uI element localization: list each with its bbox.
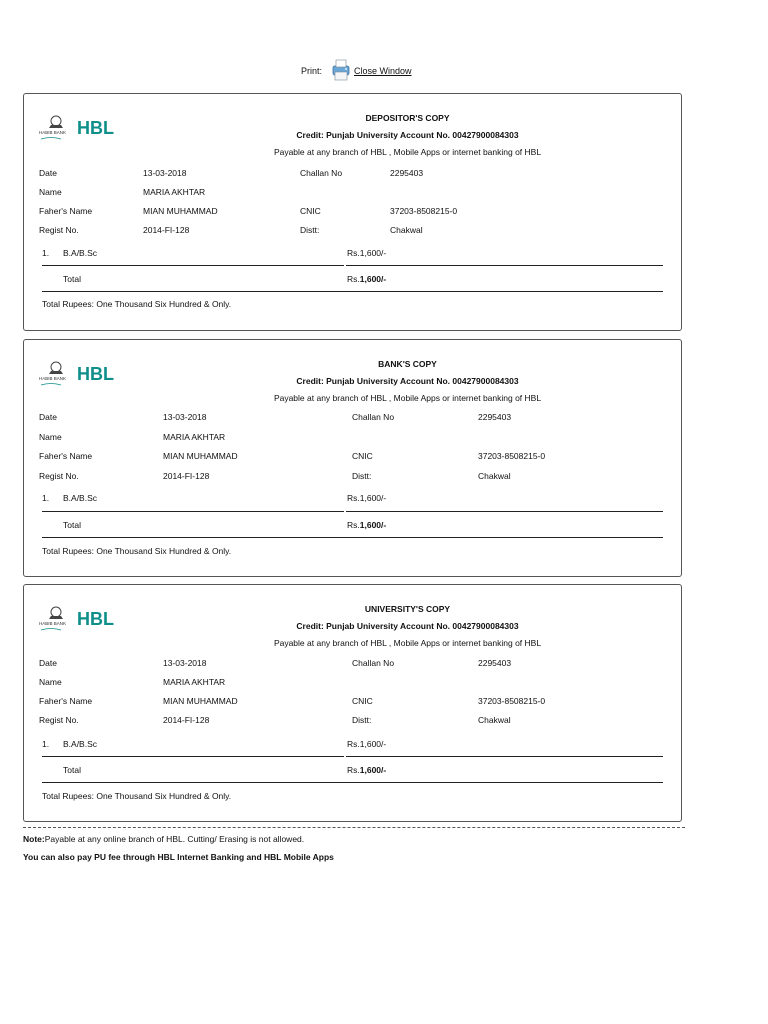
name-label: Name (39, 187, 62, 197)
print-label: Print: (301, 66, 323, 76)
distt-label: Distt: (352, 471, 372, 481)
total-amount: Rs.1,600/- (347, 765, 387, 775)
university-copy-slip (23, 584, 682, 822)
distt-label: Distt: (300, 225, 320, 235)
date-label: Date (39, 412, 57, 422)
distt-value: Chakwal (390, 225, 423, 235)
distt-value: Chakwal (478, 471, 511, 481)
name-value: MARIA AKHTAR (163, 432, 226, 442)
challan-label: Challan No (300, 168, 343, 178)
divider-line (346, 756, 663, 757)
regist-value: 2014-FI-128 (163, 471, 210, 481)
payable-note: Payable at any branch of HBL , Mobile Apps or internet banking of HBL (273, 638, 542, 648)
challan-value: 2295403 (390, 168, 424, 178)
cnic-value: 37203-8508215-0 (390, 206, 458, 216)
footer-text: You can also pay PU fee through HBL Internet Banking and HBL Mobile Apps (23, 852, 334, 862)
father-value: MIAN MUHAMMAD (163, 451, 238, 461)
distt-value: Chakwal (478, 715, 511, 725)
cut-line (23, 827, 685, 828)
credit-account: Credit: Punjab University Account No. 00427900084303 (296, 376, 519, 386)
item-amount: Rs.1,600/- (347, 739, 387, 749)
name-value: MARIA AKHTAR (163, 677, 226, 687)
date-value: 13-03-2018 (163, 412, 207, 422)
challan-label: Challan No (352, 412, 395, 422)
father-value: MIAN MUHAMMAD (143, 206, 218, 216)
item-description: B.A/B.Sc (63, 248, 98, 258)
note-body: Payable at any online branch of HBL. Cutting/ Erasing is not allowed. (44, 834, 305, 844)
date-value: 13-03-2018 (143, 168, 187, 178)
father-value: MIAN MUHAMMAD (163, 696, 238, 706)
cnic-value: 37203-8508215-0 (478, 696, 546, 706)
name-label: Name (39, 677, 62, 687)
date-label: Date (39, 658, 57, 668)
challan-value: 2295403 (478, 412, 512, 422)
divider-line (42, 756, 344, 757)
challan-value: 2295403 (478, 658, 512, 668)
regist-value: 2014-FI-128 (143, 225, 190, 235)
svg-text:HABIB BANK: HABIB BANK (39, 376, 67, 381)
copy-title: UNIVERSITY'S COPY (364, 604, 451, 614)
print-toolbar (0, 66, 768, 86)
cnic-label: CNIC (352, 696, 373, 706)
total-label: Total (63, 765, 81, 775)
svg-text:HBL: HBL (77, 364, 114, 384)
cnic-label: CNIC (352, 451, 373, 461)
name-value: MARIA AKHTAR (143, 187, 206, 197)
depositor-copy-slip (23, 93, 682, 331)
date-label: Date (39, 168, 57, 178)
divider-line (346, 265, 663, 266)
item-number: 1. (42, 248, 50, 258)
item-description: B.A/B.Sc (63, 493, 98, 503)
total-label: Total (63, 274, 81, 284)
printer-icon[interactable] (327, 56, 355, 84)
date-value: 13-03-2018 (163, 658, 207, 668)
svg-text:HABIB BANK: HABIB BANK (39, 621, 67, 626)
father-label: Faher's Name (39, 206, 93, 216)
svg-text:HABIB BANK: HABIB BANK (39, 130, 67, 135)
divider-line (42, 265, 344, 266)
regist-value: 2014-FI-128 (163, 715, 210, 725)
name-label: Name (39, 432, 62, 442)
total-amount: Rs.1,600/- (347, 520, 387, 530)
divider-line (42, 537, 663, 538)
copy-title: DEPOSITOR'S COPY (365, 113, 450, 123)
divider-line (346, 511, 663, 512)
father-label: Faher's Name (39, 696, 93, 706)
item-amount: Rs.1,600/- (347, 493, 387, 503)
payable-note: Payable at any branch of HBL , Mobile Apps or internet banking of HBL (273, 393, 542, 403)
note-label: Note: (23, 834, 45, 844)
cnic-value: 37203-8508215-0 (478, 451, 546, 461)
note-text (23, 834, 304, 844)
close-window-link[interactable]: Close Window (354, 66, 412, 76)
father-label: Faher's Name (39, 451, 93, 461)
copy-title: BANK'S COPY (378, 359, 437, 369)
regist-label: Regist No. (39, 471, 79, 481)
total-amount: Rs.1,600/- (347, 274, 387, 284)
bank-copy-slip (23, 339, 682, 577)
svg-text:HBL: HBL (77, 118, 114, 138)
total-label: Total (63, 520, 81, 530)
total-rupees-text: Total Rupees: One Thousand Six Hundred & Only. (42, 299, 232, 309)
credit-account: Credit: Punjab University Account No. 00427900084303 (296, 130, 519, 140)
regist-label: Regist No. (39, 225, 79, 235)
divider-line (42, 291, 663, 292)
item-description: B.A/B.Sc (63, 739, 98, 749)
divider-line (42, 511, 344, 512)
credit-account: Credit: Punjab University Account No. 00427900084303 (296, 621, 519, 631)
item-number: 1. (42, 493, 50, 503)
cnic-label: CNIC (300, 206, 321, 216)
total-rupees-text: Total Rupees: One Thousand Six Hundred & Only. (42, 791, 232, 801)
item-number: 1. (42, 739, 50, 749)
item-amount: Rs.1,600/- (347, 248, 387, 258)
challan-label: Challan No (352, 658, 395, 668)
payable-note: Payable at any branch of HBL , Mobile Apps or internet banking of HBL (273, 147, 542, 157)
regist-label: Regist No. (39, 715, 79, 725)
distt-label: Distt: (352, 715, 372, 725)
divider-line (42, 782, 663, 783)
svg-text:HBL: HBL (77, 609, 114, 629)
total-rupees-text: Total Rupees: One Thousand Six Hundred & Only. (42, 546, 232, 556)
